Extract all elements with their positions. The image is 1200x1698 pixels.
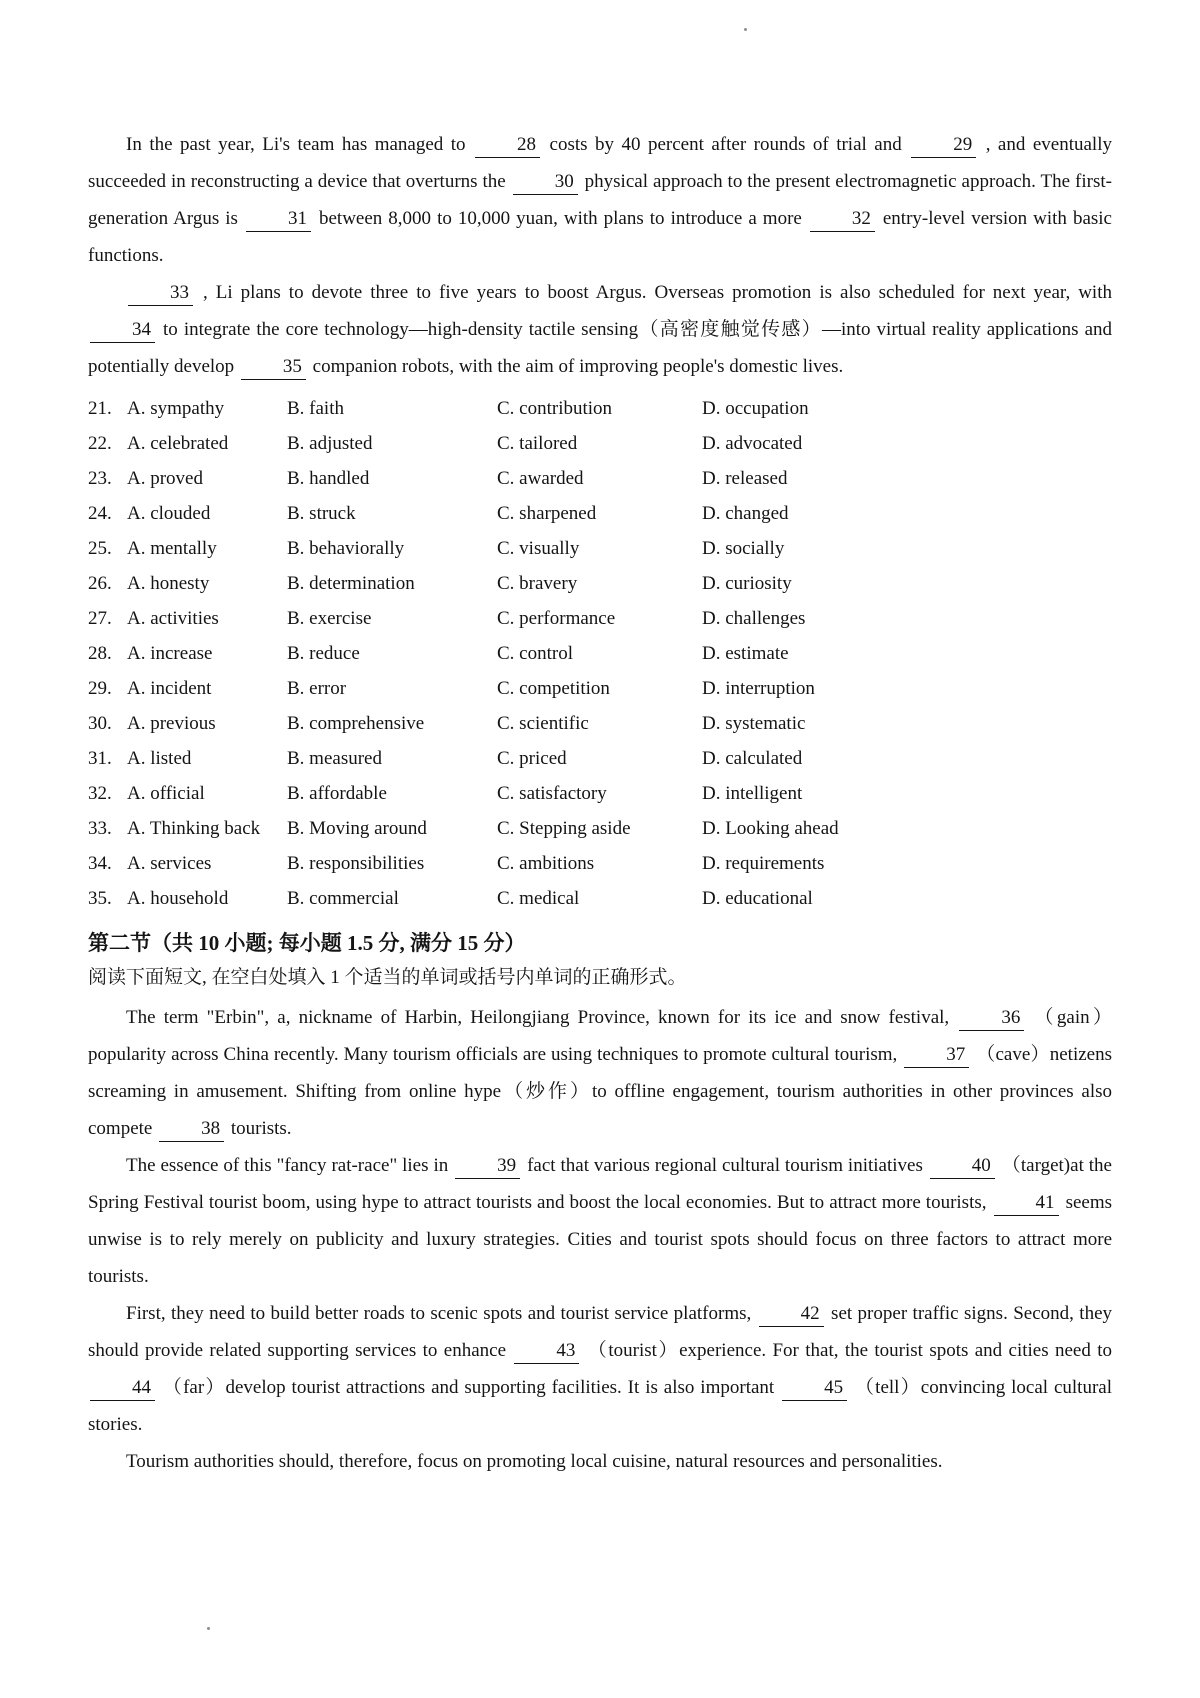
blank-41: 41	[994, 1191, 1059, 1216]
blank-37: 37	[904, 1043, 969, 1068]
blank-42: 42	[759, 1302, 824, 1327]
choice-b: B. Moving around	[287, 818, 427, 839]
choice-a: A. services	[127, 853, 212, 874]
choice-d: D. intelligent	[702, 783, 803, 804]
choice-a: A. household	[127, 888, 229, 909]
choice-c: C. awarded	[497, 468, 584, 489]
choice-d: D. advocated	[702, 433, 803, 454]
cloze-options-grid	[88, 390, 1112, 915]
choice-a: A. honesty	[127, 573, 210, 594]
choice-d: D. challenges	[702, 608, 806, 629]
blank-32: 32	[810, 207, 875, 232]
scan-artifact-dot	[744, 28, 747, 31]
choice-a: A. incident	[127, 678, 212, 699]
option-row-34	[88, 845, 1112, 880]
choice-a: A. listed	[127, 748, 192, 769]
choice-b: B. reduce	[287, 643, 360, 664]
paragraph: 33 , Li plans to devote three to five years to boost Argus. Overseas promotion is also scheduled for next year, with 34 to integrate the core technology—high-density tactile sensing（高密度触觉传感）—into virtual reality applications and potentially develop 35 companion robots, with the aim of improving people's domestic lives.	[88, 274, 1112, 385]
option-row-30	[88, 705, 1112, 740]
choice-a: A. mentally	[127, 538, 217, 559]
choice-a: A. clouded	[127, 503, 211, 524]
choice-c: C. satisfactory	[497, 783, 607, 804]
option-row-21	[88, 390, 1112, 425]
option-row-22	[88, 425, 1112, 460]
blank-43: 43	[514, 1339, 579, 1364]
choice-c: C. Stepping aside	[497, 818, 631, 839]
option-row-23	[88, 460, 1112, 495]
choice-d: D. calculated	[702, 748, 803, 769]
blank-35: 35	[241, 355, 306, 380]
option-row-32	[88, 775, 1112, 810]
question-number: 24.	[88, 503, 112, 524]
option-row-25	[88, 530, 1112, 565]
choice-c: C. sharpened	[497, 503, 597, 524]
choice-d: D. requirements	[702, 853, 825, 874]
choice-d: D. released	[702, 468, 788, 489]
blank-29: 29	[911, 133, 976, 158]
choice-c: C. scientific	[497, 713, 589, 734]
question-number: 25.	[88, 538, 112, 559]
choice-a: A. increase	[127, 643, 213, 664]
choice-a: A. celebrated	[127, 433, 229, 454]
blank-30: 30	[513, 170, 578, 195]
scan-artifact-dot	[207, 1627, 210, 1630]
blank-34: 34	[90, 318, 155, 343]
choice-b: B. error	[287, 678, 347, 699]
blank-39: 39	[455, 1154, 520, 1179]
section2-instruction: 阅读下面短文, 在空白处填入 1 个适当的单词或括号内单词的正确形式。	[88, 967, 687, 988]
choice-b: B. commercial	[287, 888, 399, 909]
question-number: 35.	[88, 888, 112, 909]
cloze-passage	[88, 126, 1112, 385]
paragraph: First, they need to build better roads to scenic spots and tourist service platforms, 42 set proper traffic signs. Second, they should provide related supporting services to enhance 43 （tourist）experience. For that, the tourist spots and cities need to 44 （far）develop tourist attractions and supporting facilities. It is also important 45 （tell）convincing local cultural stories.	[88, 1303, 1113, 1435]
section2-heading: 第二节（共 10 小题; 每小题 1.5 分, 满分 15 分）	[88, 931, 526, 955]
choice-d: D. curiosity	[702, 573, 792, 594]
question-number: 30.	[88, 713, 112, 734]
choice-c: C. bravery	[497, 573, 578, 594]
choice-b: B. exercise	[287, 608, 372, 629]
grammar-fill-passage	[88, 999, 1112, 1480]
question-number: 29.	[88, 678, 112, 699]
choice-b: B. handled	[287, 468, 370, 489]
choice-c: C. priced	[497, 748, 567, 769]
blank-38: 38	[159, 1117, 224, 1142]
choice-c: C. control	[497, 643, 573, 664]
choice-a: A. activities	[127, 608, 219, 629]
choice-d: D. socially	[702, 538, 785, 559]
blank-45: 45	[782, 1376, 847, 1401]
choice-d: D. systematic	[702, 713, 806, 734]
paragraph: Tourism authorities should, therefore, focus on promoting local cuisine, natural resources and personalities.	[126, 1451, 943, 1472]
option-row-24	[88, 495, 1112, 530]
question-number: 31.	[88, 748, 112, 769]
option-row-33	[88, 810, 1112, 845]
blank-44: 44	[90, 1376, 155, 1401]
question-number: 27.	[88, 608, 112, 629]
choice-c: C. tailored	[497, 433, 578, 454]
cloze-section	[88, 126, 1112, 915]
choice-c: C. ambitions	[497, 853, 595, 874]
question-number: 28.	[88, 643, 112, 664]
choice-b: B. affordable	[287, 783, 387, 804]
choice-d: D. interruption	[702, 678, 815, 699]
question-number: 21.	[88, 398, 112, 419]
option-row-31	[88, 740, 1112, 775]
option-row-27	[88, 600, 1112, 635]
choice-d: D. educational	[702, 888, 813, 909]
choice-a: A. previous	[127, 713, 216, 734]
question-number: 33.	[88, 818, 112, 839]
blank-28: 28	[475, 133, 540, 158]
choice-d: D. changed	[702, 503, 789, 524]
choice-b: B. responsibilities	[287, 853, 425, 874]
choice-d: D. estimate	[702, 643, 789, 664]
blank-40: 40	[930, 1154, 995, 1179]
blank-36: 36	[959, 1006, 1024, 1031]
choice-c: C. contribution	[497, 398, 613, 419]
choice-b: B. struck	[287, 503, 356, 524]
choice-a: A. proved	[127, 468, 203, 489]
choice-b: B. comprehensive	[287, 713, 425, 734]
choice-c: C. visually	[497, 538, 580, 559]
question-number: 32.	[88, 783, 112, 804]
paragraph: The term "Erbin", a, nickname of Harbin, Heilongjiang Province, known for its ice and snow festival, 36 （gain）popularity across China recently. Many tourism officials are using techniques to promote cultural tourism, 37 （cave）netizens screaming in amusement. Shifting from online hype（炒作）to offline engagement, tourism authorities in other provinces also compete 38 tourists.	[88, 999, 1112, 1147]
choice-b: B. determination	[287, 573, 415, 594]
choice-b: B. faith	[287, 398, 344, 419]
question-number: 22.	[88, 433, 112, 454]
choice-d: D. Looking ahead	[702, 818, 839, 839]
paragraph: The essence of this "fancy rat-race" lies in 39 fact that various regional cultural tourism initiatives 40 （target)at the Spring Festival tourist boom, using hype to attract tourists and boost the local economies. But to attract more tourists, 41 seems unwise is to rely merely on publicity and luxury strategies. Cities and tourist spots should focus on three factors to attract more tourists.	[88, 1155, 1112, 1287]
option-row-35	[88, 880, 1112, 915]
question-number: 34.	[88, 853, 112, 874]
paragraph: In the past year, Li's team has managed to 28 costs by 40 percent after rounds of trial and 29 , and eventually succeeded in reconstructing a device that overturns the 30 physical approach to the present electromagnetic approach. The first-generation Argus is 31 between 8,000 to 10,000 yuan, with plans to introduce a more 32 entry-level version with basic functions.	[88, 134, 1112, 266]
choice-a: A. official	[127, 783, 205, 804]
choice-d: D. occupation	[702, 398, 809, 419]
choice-a: A. sympathy	[127, 398, 225, 419]
choice-c: C. medical	[497, 888, 580, 909]
choice-b: B. behaviorally	[287, 538, 405, 559]
choice-c: C. performance	[497, 608, 616, 629]
question-number: 26.	[88, 573, 112, 594]
grammar-fill-section	[88, 925, 1112, 1480]
choice-b: B. measured	[287, 748, 382, 769]
blank-33: 33	[128, 281, 193, 306]
option-row-29	[88, 670, 1112, 705]
choice-a: A. Thinking back	[127, 818, 261, 839]
option-row-28	[88, 635, 1112, 670]
blank-31: 31	[246, 207, 311, 232]
choice-b: B. adjusted	[287, 433, 373, 454]
option-row-26	[88, 565, 1112, 600]
question-number: 23.	[88, 468, 112, 489]
choice-c: C. competition	[497, 678, 610, 699]
